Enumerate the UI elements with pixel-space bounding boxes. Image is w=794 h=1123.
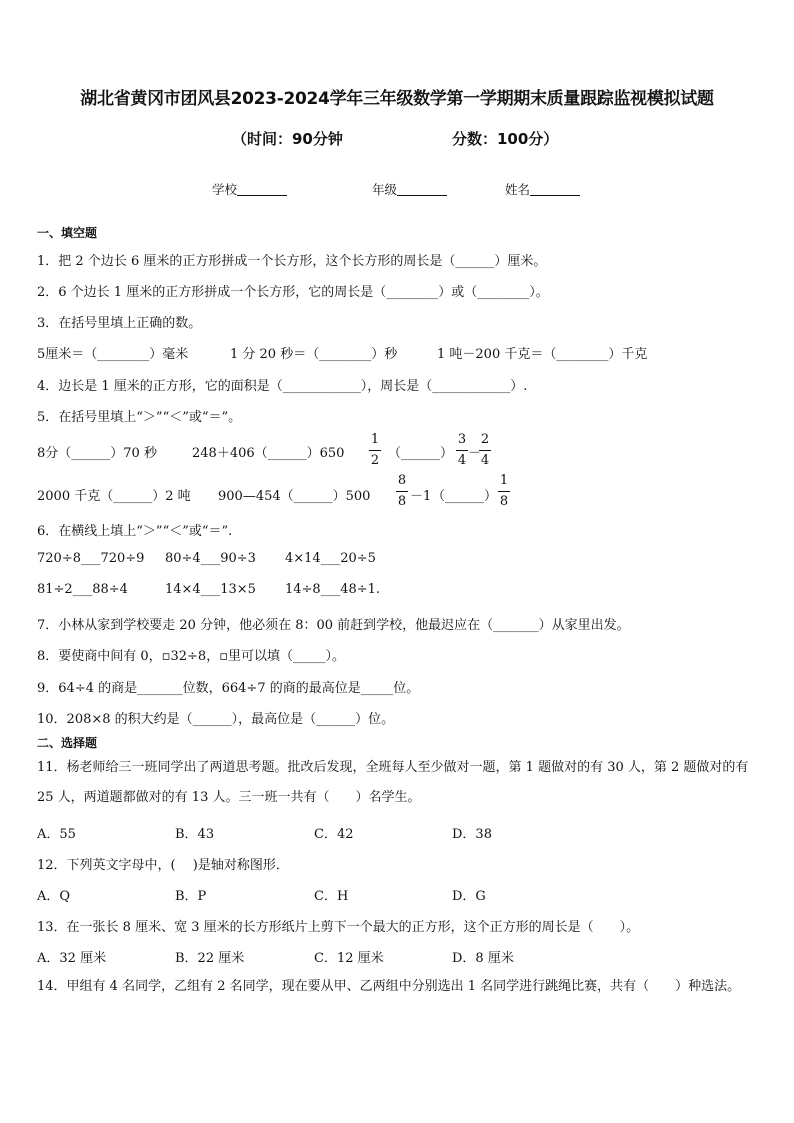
question-5: 5．在括号里填上“＞”“＜”或“＝”。 [37,410,242,425]
question-13-option-b: B．22 厘米 [175,951,245,966]
question-6f: 14÷8___48÷1. [285,582,381,597]
question-5b: 248＋406（______）650 [192,446,345,461]
fraction-bar [479,450,491,451]
question-8: 8．要使商中间有 0，▫32÷8，▫里可以填（_____）。 [37,649,346,664]
grade-field [372,180,447,198]
question-12: 12．下列英文字母中，( )是轴对称图形． [37,858,289,873]
grade-blank [397,195,447,196]
question-12-option-b: B．P [175,889,207,904]
question-14: 14．甲组有 4 名同学，乙组有 2 名同学，现在要从甲、乙两组中分别选出 1 名同学进行跳绳比赛，共有（ ）种选法。 [37,979,741,994]
fraction-denominator: 4 [457,453,467,468]
fraction-denominator: 8 [499,494,509,509]
question-7: 7．小林从家到学校要走 20 分钟，他必须在 8：00 前赶到学校，他最迟应在（_______）从家里出发。 [37,618,630,633]
section-1-heading: 一、填空题 [37,226,98,240]
question-11-option-a: A．55 [37,827,76,842]
grade-label: 年级 [372,182,398,197]
name-label: 姓名 [505,182,531,197]
question-12-option-c: C．H [314,889,349,904]
question-6e: 14×4___13×5 [165,582,256,597]
exam-time: （时间：90分钟 [232,130,343,148]
question-11: 11．杨老师给三一班同学出了两道思考题。批改后发现，全班每人至少做对一题，第 1 题做对的有 30 人，第 2 题做对的有 25 人，两道题都做对的有 13 人。三一班一共有（ ）名学生。 [37,760,749,805]
question-6: 6．在横线上填上“＞”“＜”或“＝”. [37,524,233,539]
question-5d: 2000 千克（______）2 吨 [37,489,191,504]
question-13-option-c: C．12 厘米 [314,951,384,966]
question-6a: 720÷8___720÷9 [37,551,145,566]
exam-score: 分数：100分） [452,130,559,148]
fraction-denominator: 4 [480,453,490,468]
question-13-option-d: D．8 厘米 [452,951,514,966]
fraction-two-quarters [479,432,491,469]
fraction-bar [456,450,468,451]
fraction-one-half [369,432,381,469]
question-6d: 81÷2___88÷4 [37,582,128,597]
fraction-one-eighth [498,473,510,510]
fraction-denominator: 8 [397,494,407,509]
school-blank [237,195,287,196]
question-13: 13．在一张长 8 厘米、宽 3 厘米的长方形纸片上剪下一个最大的正方形，这个正方形的周长是（ ）。 [37,920,640,935]
question-4: 4．边长是 1 厘米的正方形，它的面积是（____________），周长是（____________）. [37,379,528,394]
question-11-option-c: C．42 [314,827,354,842]
question-1: 1．把 2 个边长 6 厘米的正方形拼成一个长方形，这个长方形的周长是（______）厘米。 [37,254,547,269]
fraction-numerator: 1 [499,473,509,488]
fraction-numerator: 1 [370,432,380,447]
question-5e: 900—454（______）500 [218,489,371,504]
school-field [212,180,287,198]
fraction-bar [396,491,408,492]
question-6b: 80÷4___90÷3 [165,551,256,566]
question-2: 2．6 个边长 1 厘米的正方形拼成一个长方形，它的周长是（________）或（________）。 [37,285,549,300]
fraction-three-quarters [456,432,468,469]
exam-title: 湖北省黄冈市团风县2023-2024学年三年级数学第一学期期末质量跟踪监视模拟试题 [80,89,714,109]
name-blank [530,195,580,196]
question-3: 3．在括号里填上正确的数。 [37,316,202,331]
question-11-option-d: D．38 [452,827,492,842]
fraction-numerator: 3 [457,432,467,447]
fraction-bar [498,491,510,492]
section-2-heading: 二、选择题 [37,736,98,750]
fraction-denominator: 2 [370,453,380,468]
fraction-eight-eighths [396,473,408,510]
question-3b: 1 分 20 秒＝（________）秒 [230,347,398,362]
question-5f-blank: （______） [432,489,498,504]
question-5a: 8分（______）70 秒 [37,446,157,461]
question-13-option-a: A．32 厘米 [37,951,107,966]
fraction-numerator: 2 [480,432,490,447]
fraction-bar [369,450,381,451]
name-field [505,180,580,198]
question-11-option-b: B．43 [175,827,215,842]
school-label: 学校 [212,182,238,197]
question-3a: 5厘米＝（________）毫米 [37,347,189,362]
question-12-option-d: D．G [452,889,486,904]
question-9: 9．64÷4 的商是_______位数，664÷7 的商的最高位是_____位。 [37,681,420,696]
question-3c: 1 吨－200 千克＝（________）千克 [437,347,648,362]
minus-sign: － [468,446,482,461]
question-6c: 4×14___20÷5 [285,551,376,566]
minus-one: －1 [410,489,432,504]
question-5c-blank: （______） [388,446,454,461]
fraction-numerator: 8 [397,473,407,488]
question-10: 10．208×8 的积大约是（______），最高位是（______）位。 [37,712,395,727]
question-12-option-a: A．Q [37,889,71,904]
